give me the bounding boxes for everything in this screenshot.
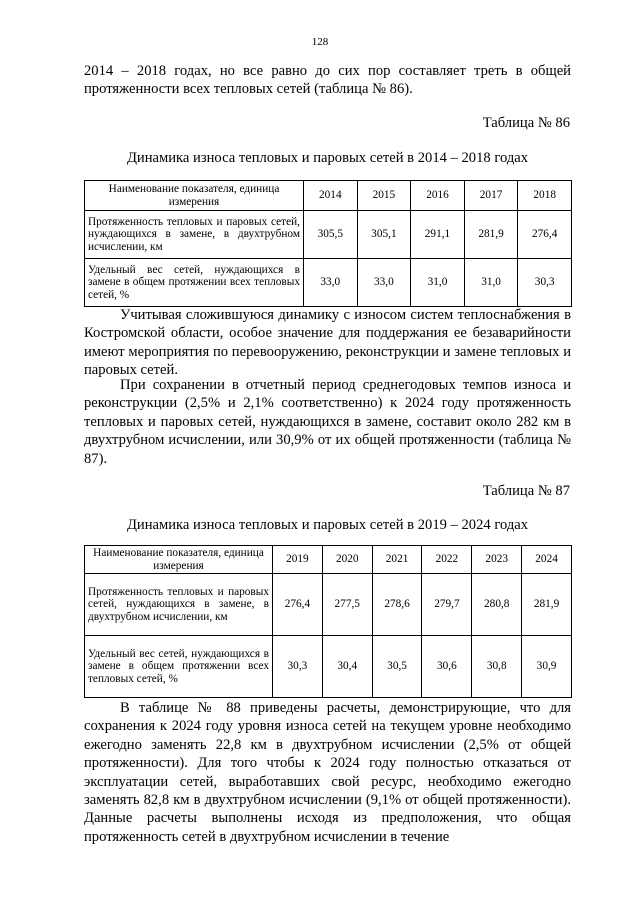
paragraph-forecast: При сохранении в отчетный период среднегодовых темпов износа и реконструкции (2,5% и 2,1% соответственно) к 2024 году протяженность тепловых и паровых сетей, нуждающихся в замене, составит около 282 км в двухтрубном исчислении, или 30,9% от их общей протяженности (таблица № 87).	[84, 377, 571, 467]
table-87-label: Таблица № 87	[482, 483, 570, 499]
table-86-header-row	[85, 181, 572, 211]
table-86-cell: 30,3	[518, 259, 572, 307]
table-86-row	[85, 259, 572, 307]
table-86-label: Таблица № 86	[482, 115, 570, 131]
table-86-year: 2014	[304, 181, 358, 211]
table-87-cell: 276,4	[273, 574, 323, 636]
table-86-cell: 291,1	[411, 211, 465, 259]
table-87-cell: 280,8	[472, 574, 522, 636]
table-87-year: 2023	[472, 546, 522, 574]
table-87-year: 2022	[422, 546, 472, 574]
table-87-header-row	[85, 546, 572, 574]
table-87	[84, 545, 572, 698]
table-87-cell: 277,5	[322, 574, 372, 636]
table-87-cell: 30,3	[273, 636, 323, 698]
intro-paragraph: 2014 – 2018 годах, но все равно до сих пор составляет треть в общей протяженности всех тепловых сетей (таблица № 86).	[84, 63, 571, 98]
table-86-row	[85, 211, 572, 259]
table-86-cell: 33,0	[304, 259, 358, 307]
table-87-cell: 30,4	[322, 636, 372, 698]
table-87-year: 2021	[372, 546, 422, 574]
table-86-cell: 305,1	[357, 211, 411, 259]
table-86-row-name: Удельный вес сетей, нуждающихся в замене в общем протяжении всех тепловых сетей, %	[85, 259, 304, 307]
table-87-cell: 30,6	[422, 636, 472, 698]
table-87-year: 2019	[273, 546, 323, 574]
table-87-cell: 30,5	[372, 636, 422, 698]
table-87-cell: 278,6	[372, 574, 422, 636]
table-86-header-name: Наименование показателя, единица измерения	[85, 181, 304, 211]
table-87-year: 2020	[322, 546, 372, 574]
table-86-year: 2015	[357, 181, 411, 211]
table-87-cell: 279,7	[422, 574, 472, 636]
table-87-row	[85, 574, 572, 636]
table-86-cell: 276,4	[518, 211, 572, 259]
table-86-year: 2016	[411, 181, 465, 211]
table-86-year: 2018	[518, 181, 572, 211]
table-86-row-name: Протяженность тепловых и паровых сетей, нуждающихся в замене, в двухтрубном исчислении, км	[85, 211, 304, 259]
table-87-title: Динамика износа тепловых и паровых сетей в 2019 – 2024 годах	[126, 517, 529, 533]
table-87-cell: 30,8	[472, 636, 522, 698]
table-86-cell: 31,0	[411, 259, 465, 307]
table-86-cell: 281,9	[464, 211, 518, 259]
table-86-cell: 31,0	[464, 259, 518, 307]
table-86-cell: 33,0	[357, 259, 411, 307]
table-87-header-name: Наименование показателя, единица измерения	[85, 546, 273, 574]
table-86-cell: 305,5	[304, 211, 358, 259]
table-87-cell: 30,9	[522, 636, 572, 698]
table-87-year: 2024	[522, 546, 572, 574]
table-86-title: Динамика износа тепловых и паровых сетей в 2014 – 2018 годах	[126, 150, 529, 166]
paragraph-dynamics: Учитывая сложившуюся динамику с износом систем теплоснабжения в Костромской области, особое значение для поддержания ее безаварийности имеют мероприятия по перевооружению, реконструкции и замене тепловых и паровых сетей.	[84, 307, 571, 379]
page-number: 128	[311, 36, 329, 48]
table-87-row	[85, 636, 572, 698]
paragraph-calculations: В таблице № 88 приведены расчеты, демонстрирующие, что для сохранения к 2024 году уровня износа сетей на текущем уровне необходимо ежегодно заменять 22,8 км в двухтрубном исчислении (2,5% от общей протяженности). Для того чтобы к 2024 году полностью отказаться от эксплуатации сетей, выработавших свой ресурс, необходимо ежегодно заменять 82,8 км в двухтрубном исчислении (9,1% от общей протяженности). Данные расчеты выполнены исходя из предположения, что общая протяженность сетей в двухтрубном исчислении в течение	[84, 700, 571, 845]
table-86-year: 2017	[464, 181, 518, 211]
table-87-cell: 281,9	[522, 574, 572, 636]
table-86	[84, 180, 572, 307]
table-87-row-name: Протяженность тепловых и паровых сетей, нуждающихся в замене, в двухтрубном исчислении, км	[85, 574, 273, 636]
table-87-row-name: Удельный вес сетей, нуждающихся в замене в общем протяжении всех тепловых сетей, %	[85, 636, 273, 698]
